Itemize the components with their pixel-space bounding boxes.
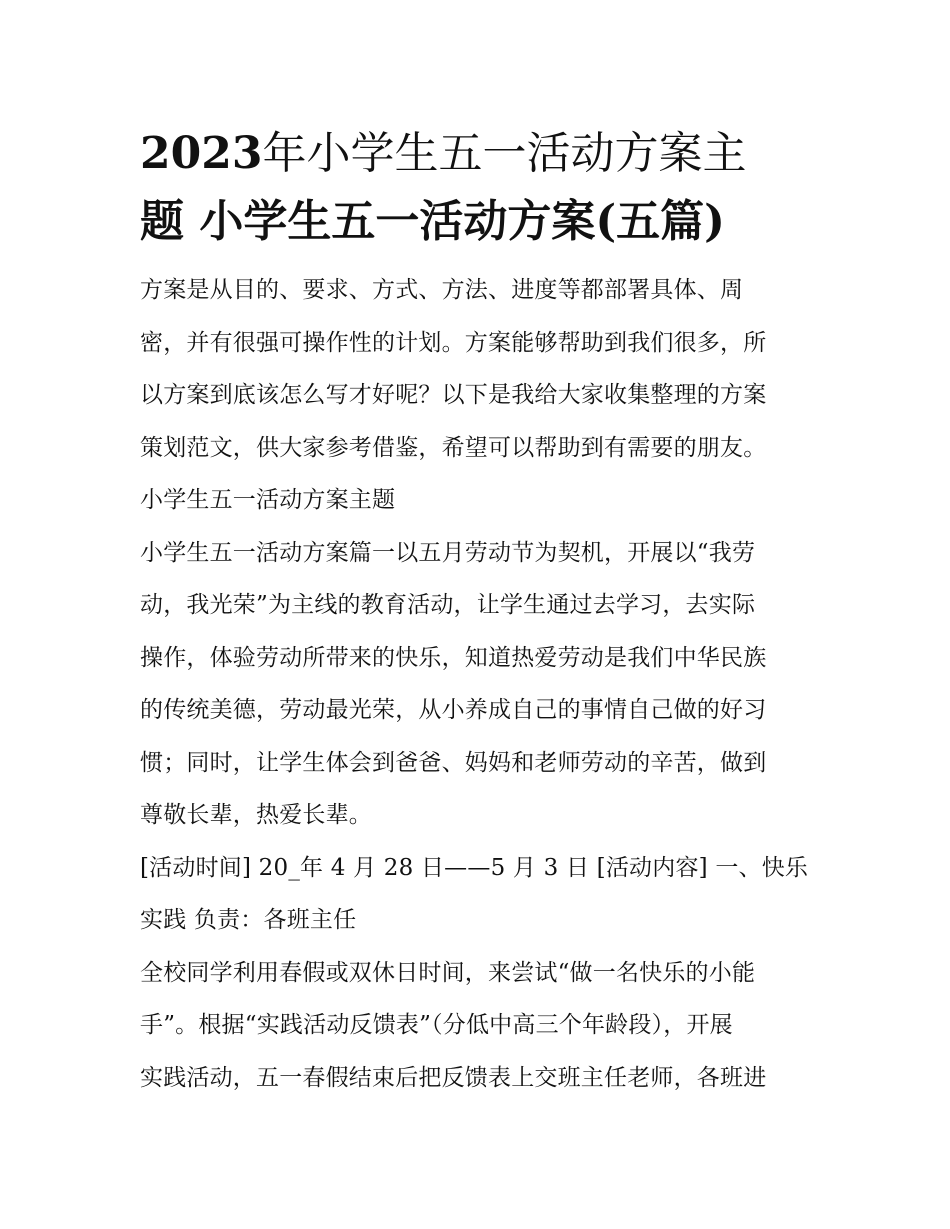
body-line: 实践 负责：各班主任 xyxy=(140,907,357,933)
body-line: 惯；同时，让学生体会到爸爸、妈妈和老师劳动的辛苦，做到 xyxy=(140,749,767,776)
body-line: 策划范文，供大家参考借鉴，希望可以帮助到有需要的朋友。 xyxy=(140,434,767,461)
document-page xyxy=(140,120,820,1104)
body-line: 密，并有很强可操作性的计划。方案能够帮助到我们很多，所 xyxy=(140,329,767,356)
body-line: [活动时间] 20_年 4 月 28 日——5 月 3 日 [活动内容] 一、快乐 xyxy=(140,854,809,881)
document-title xyxy=(140,120,820,256)
body-line: 以方案到底该怎么写才好呢？以下是我给大家收集整理的方案 xyxy=(140,382,767,408)
section-heading: 小学生五一活动方案主题 xyxy=(140,487,396,513)
body-line: 小学生五一活动方案篇一以五月劳动节为契机，开展以“我劳 xyxy=(140,539,756,566)
title-line-1 xyxy=(140,120,820,188)
body-line: 动，我光荣”为主线的教育活动，让学生通过去学习，去实际 xyxy=(140,592,756,618)
body-line: 全校同学利用春假或双休日时间，来尝试“做一名快乐的小能 xyxy=(140,959,756,986)
body-line: 尊敬长辈，热爱长辈。 xyxy=(140,802,372,828)
body-line: 手”。根据“实践活动反馈表”（分低中高三个年龄段），开展 xyxy=(140,1012,733,1038)
body-line: 的传统美德，劳动最光荣，从小养成自己的事情自己做的好习 xyxy=(140,697,767,723)
body-line: 方案是从目的、要求、方式、方法、进度等都部署具体、周 xyxy=(140,277,744,303)
body-line: 实践活动，五一春假结束后把反馈表上交班主任老师，各班进 xyxy=(140,1064,767,1091)
body-line: 操作，体验劳动所带来的快乐，知道热爱劳动是我们中华民族 xyxy=(140,644,767,671)
document-body xyxy=(140,264,820,1104)
title-line-2: 题 小学生五一活动方案(五篇) xyxy=(140,196,725,247)
title-text-1: 年小学生五一活动方案主 xyxy=(262,128,747,179)
title-year: 2023 xyxy=(140,128,263,179)
